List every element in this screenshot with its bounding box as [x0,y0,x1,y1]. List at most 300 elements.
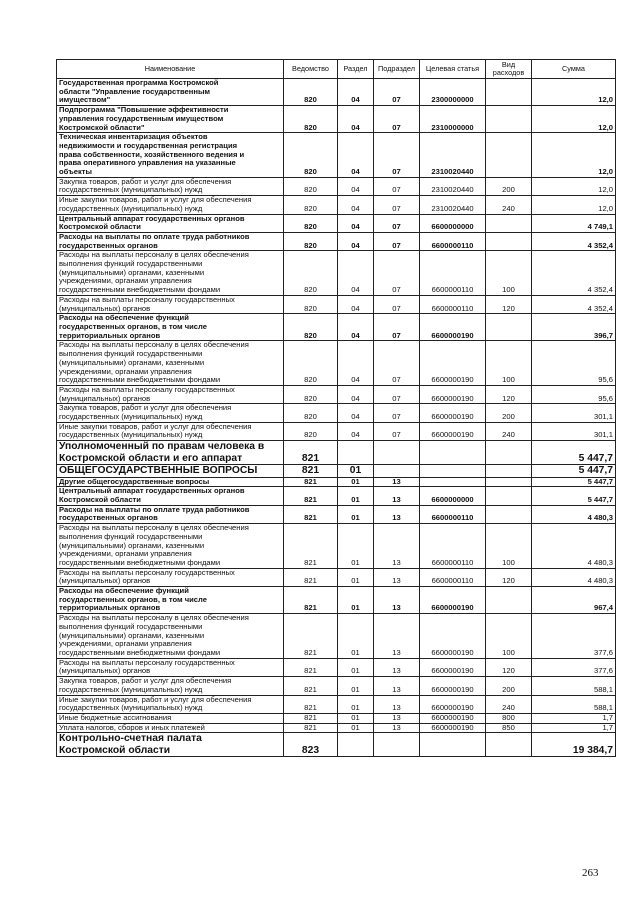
table-row [57,214,616,232]
cell-target: 6600000110 [420,568,486,586]
cell-kind: 100 [486,251,532,296]
cell-sum: 19 384,7 [532,733,616,757]
cell-name-line: выполнения функций государственными [59,531,203,541]
cell-target: 6600000110 [420,524,486,569]
cell-name-line: учреждениями, органами управления [59,639,192,649]
cell-section: 04 [338,214,374,232]
cell-sum: 12,0 [532,133,616,178]
cell-section: 01 [338,505,374,523]
cell-kind: 200 [486,404,532,422]
cell-name-line: государственных (муниципальных) нужд [59,430,203,440]
cell-target: 6600000110 [420,232,486,250]
header-row [57,60,616,79]
cell-sum: 377,6 [532,614,616,659]
cell-dept: 821 [284,614,338,659]
cell-section: 04 [338,404,374,422]
cell-section: 01 [338,695,374,713]
cell-name [57,133,284,178]
cell-name [57,568,284,586]
cell-subsection: 07 [374,385,420,403]
cell-name [57,614,284,659]
cell-sum: 301,1 [532,422,616,440]
cell-name-line: государственных (муниципальных) нужд [59,684,203,694]
cell-section: 01 [338,587,374,614]
cell-target: 6600000190 [420,587,486,614]
cell-section [338,733,374,757]
cell-sum: 377,6 [532,658,616,676]
cell-name-line: Расходы на выплаты персоналу в целях обеспечения [59,340,249,350]
table-row [57,404,616,422]
cell-name-line: Центральный аппарат государственных органов [59,486,245,496]
cell-kind [486,505,532,523]
cell-name [57,723,284,733]
cell-kind [486,587,532,614]
cell-name-line: Расходы на выплаты по оплате труда работников [59,232,250,241]
cell-name-line: государственными внебюджетными фондами [59,285,221,295]
cell-section: 01 [338,723,374,733]
cell-name-line: Костромской области" [59,122,145,132]
cell-kind: 100 [486,614,532,659]
cell-subsection: 13 [374,713,420,723]
cell-dept: 823 [284,733,338,757]
cell-name [57,487,284,505]
cell-subsection: 07 [374,404,420,422]
cell-target [420,477,486,487]
cell-subsection: 07 [374,106,420,133]
cell-name-line: Расходы на выплаты персоналу в целях обеспечения [59,250,249,260]
cell-name-line: государственных органов, в том числе [59,594,207,604]
cell-kind: 240 [486,695,532,713]
cell-section: 01 [338,477,374,487]
cell-section: 04 [338,196,374,214]
cell-name-line: Закупка товаров, работ и услуг для обеспечения [59,676,232,686]
cell-name [57,658,284,676]
cell-kind: 120 [486,658,532,676]
cell-sum: 4 352,4 [532,295,616,313]
cell-kind [486,487,532,505]
cell-name-line: территориальных органов [59,330,161,340]
cell-kind [486,441,532,465]
cell-target: 6600000110 [420,251,486,296]
cell-dept: 820 [284,385,338,403]
table-row [57,422,616,440]
cell-name [57,341,284,386]
cell-name-line: (муниципальных) органов [59,576,151,586]
cell-dept: 821 [284,505,338,523]
cell-subsection: 13 [374,658,420,676]
cell-target: 6600000000 [420,487,486,505]
cell-name [57,196,284,214]
cell-target: 2300000000 [420,79,486,106]
cell-subsection: 13 [374,614,420,659]
cell-section: 04 [338,422,374,440]
cell-target: 6600000190 [420,314,486,341]
cell-subsection [374,441,420,465]
cell-subsection [374,465,420,478]
cell-name [57,524,284,569]
cell-name-line: учреждениями, органами управления [59,549,192,559]
cell-sum: 967,4 [532,587,616,614]
cell-kind [486,232,532,250]
table-row [57,385,616,403]
cell-name [57,505,284,523]
cell-name [57,314,284,341]
table-row [57,695,616,713]
cell-name [57,404,284,422]
cell-name-line: Государственная программа Костромской [59,78,219,87]
cell-dept: 820 [284,214,338,232]
cell-name-line: государственных (муниципальных) нужд [59,703,203,713]
cell-section [338,441,374,465]
cell-name-line: Костромской области и его аппарат [59,452,243,464]
cell-dept: 821 [284,487,338,505]
cell-target: 6600000110 [420,505,486,523]
cell-section: 01 [338,713,374,723]
cell-name-line: Костромской области [59,222,141,232]
cell-dept: 820 [284,196,338,214]
cell-dept: 821 [284,441,338,465]
table-row [57,477,616,487]
cell-name-line: государственными внебюджетными фондами [59,647,221,657]
cell-sum: 4 352,4 [532,251,616,296]
cell-name-line: (муниципальными) органами, казенными [59,267,205,277]
cell-subsection: 07 [374,196,420,214]
cell-subsection: 07 [374,341,420,386]
cell-dept: 820 [284,106,338,133]
cell-dept: 820 [284,251,338,296]
cell-target: 6600000190 [420,677,486,695]
cell-subsection: 07 [374,251,420,296]
table-row [57,614,616,659]
cell-dept: 820 [284,133,338,178]
budget-table [56,59,616,757]
cell-dept: 821 [284,477,338,487]
table-row [57,196,616,214]
cell-name-line: Подпрограмма "Повышение эффективности [59,105,229,115]
cell-sum: 5 447,7 [532,477,616,487]
table-row [57,314,616,341]
cell-name-line: выполнения функций государственными [59,349,203,359]
table-row [57,524,616,569]
cell-section: 04 [338,133,374,178]
header-target: Целевая статья [420,60,486,79]
cell-section: 04 [338,295,374,313]
cell-section: 01 [338,677,374,695]
cell-kind [486,733,532,757]
cell-sum: 1,7 [532,723,616,733]
table-row [57,568,616,586]
cell-kind [486,465,532,478]
cell-target: 6600000190 [420,658,486,676]
table-row [57,733,616,757]
cell-kind [486,106,532,133]
cell-name [57,214,284,232]
cell-subsection: 13 [374,477,420,487]
cell-subsection: 07 [374,422,420,440]
cell-dept: 820 [284,314,338,341]
table-row [57,79,616,106]
cell-kind: 120 [486,568,532,586]
cell-section: 04 [338,79,374,106]
cell-name-line: имуществом" [59,95,111,105]
cell-name-line: государственных (муниципальных) нужд [59,185,203,195]
cell-target: 2310020440 [420,133,486,178]
cell-sum: 1,7 [532,713,616,723]
cell-name-line: государственными внебюджетными фондами [59,375,221,385]
cell-name [57,733,284,757]
cell-dept: 820 [284,232,338,250]
cell-name [57,177,284,195]
cell-name [57,477,284,487]
cell-kind [486,133,532,178]
cell-sum: 396,7 [532,314,616,341]
cell-name-line: государственных органов [59,240,158,250]
cell-kind: 100 [486,341,532,386]
cell-kind: 120 [486,295,532,313]
cell-name [57,385,284,403]
cell-name [57,295,284,313]
cell-name [57,251,284,296]
header-section: Раздел [338,60,374,79]
cell-kind: 240 [486,196,532,214]
cell-target: 2310020440 [420,177,486,195]
cell-name-line: Расходы на выплаты персоналу государственных [59,658,235,667]
cell-name [57,232,284,250]
cell-subsection: 07 [374,295,420,313]
table-row [57,487,616,505]
cell-subsection: 13 [374,505,420,523]
table-row [57,232,616,250]
cell-name-line: территориальных органов [59,603,161,613]
cell-name-line: Техническая инвентаризация объектов [59,132,208,142]
cell-name [57,422,284,440]
cell-name [57,587,284,614]
cell-name-line: (муниципальных) органов [59,303,151,313]
cell-name-line: права оперативного управления на указанные [59,158,236,168]
cell-name [57,441,284,465]
cell-sum: 5 447,7 [532,487,616,505]
cell-target: 6600000190 [420,723,486,733]
cell-subsection: 13 [374,487,420,505]
cell-name-line: ОБЩЕГОСУДАРСТВЕННЫЕ ВОПРОСЫ [59,465,258,477]
cell-kind: 800 [486,713,532,723]
cell-subsection: 13 [374,695,420,713]
cell-subsection: 13 [374,568,420,586]
cell-subsection: 13 [374,677,420,695]
cell-sum: 12,0 [532,177,616,195]
cell-subsection: 07 [374,214,420,232]
header-dept: Ведомство [284,60,338,79]
cell-name-line: (муниципальными) органами, казенными [59,357,205,367]
cell-section: 04 [338,251,374,296]
cell-dept: 820 [284,341,338,386]
cell-subsection: 13 [374,524,420,569]
table-row [57,677,616,695]
cell-name-line: Другие общегосударственные вопросы [59,477,210,486]
page-number: 263 [582,867,599,879]
cell-dept: 820 [284,79,338,106]
cell-target: 2310000000 [420,106,486,133]
cell-name-line: Иные бюджетные ассигнования [59,713,172,722]
cell-section: 04 [338,177,374,195]
cell-subsection: 13 [374,587,420,614]
cell-sum: 4 480,3 [532,524,616,569]
table-row [57,465,616,478]
cell-name [57,79,284,106]
cell-name-line: области "Управление государственным [59,86,211,96]
cell-dept: 821 [284,723,338,733]
cell-name [57,106,284,133]
cell-section: 04 [338,232,374,250]
cell-name-line: Костромской области [59,495,141,505]
table-row [57,505,616,523]
cell-dept: 821 [284,524,338,569]
cell-name [57,695,284,713]
cell-target [420,465,486,478]
cell-target: 6600000190 [420,614,486,659]
cell-name-line: государственными внебюджетными фондами [59,557,221,567]
cell-name-line: государственных органов, в том числе [59,321,207,331]
cell-name-line: Расходы на выплаты по оплате труда работников [59,505,250,514]
cell-section: 04 [338,314,374,341]
cell-sum: 5 447,7 [532,441,616,465]
cell-name-line: Расходы на выплаты персоналу государственных [59,385,235,394]
cell-kind [486,477,532,487]
cell-sum: 4 480,3 [532,568,616,586]
cell-target: 6600000190 [420,385,486,403]
cell-name-line: государственных органов [59,513,158,523]
table-row [57,723,616,733]
cell-kind: 850 [486,723,532,733]
cell-name-line: права собственности, хозяйственного ведения и [59,149,245,159]
table-row [57,177,616,195]
header-subsection: Подраздел [374,60,420,79]
table-body [57,79,616,757]
cell-dept: 821 [284,465,338,478]
table-row [57,341,616,386]
cell-kind [486,314,532,341]
table-row [57,295,616,313]
cell-dept: 821 [284,658,338,676]
cell-name-line: Иные закупки товаров, работ и услуг для обеспечения [59,195,252,205]
table-row [57,713,616,723]
cell-sum: 4 352,4 [532,232,616,250]
cell-kind [486,79,532,106]
cell-sum: 588,1 [532,695,616,713]
cell-dept: 821 [284,568,338,586]
cell-subsection: 07 [374,314,420,341]
cell-sum: 95,6 [532,385,616,403]
cell-name-line: (муниципальных) органов [59,666,151,676]
cell-section: 04 [338,106,374,133]
cell-target: 2310020440 [420,196,486,214]
cell-dept: 821 [284,695,338,713]
cell-section: 01 [338,487,374,505]
table-row [57,251,616,296]
cell-dept: 820 [284,177,338,195]
cell-subsection: 13 [374,723,420,733]
cell-name-line: Расходы на выплаты персоналу в целях обеспечения [59,523,249,533]
cell-name [57,713,284,723]
cell-sum: 4 749,1 [532,214,616,232]
cell-subsection: 07 [374,232,420,250]
table-row [57,133,616,178]
cell-name-line: Расходы на обеспечение функций [59,313,189,323]
cell-name-line: государственных (муниципальных) нужд [59,412,203,422]
cell-name-line: выполнения функций государственными [59,621,203,631]
cell-kind: 240 [486,422,532,440]
cell-section: 01 [338,568,374,586]
header-kind: Вид расходов [486,60,532,79]
cell-name-line: Расходы на выплаты персоналу государственных [59,568,235,577]
cell-name-line: государственных (муниципальных) нужд [59,203,203,213]
cell-name [57,677,284,695]
cell-name-line: Уполномоченный по правам человека в [59,441,265,453]
cell-name-line: (муниципальных) органов [59,393,151,403]
cell-subsection: 07 [374,133,420,178]
cell-target: 6600000190 [420,404,486,422]
cell-subsection: 07 [374,79,420,106]
cell-dept: 821 [284,587,338,614]
cell-name-line: Расходы на выплаты персоналу государственных [59,295,235,304]
cell-kind: 120 [486,385,532,403]
cell-name-line: Центральный аппарат государственных органов [59,214,245,223]
cell-name-line: выполнения функций государственными [59,259,203,269]
cell-target [420,441,486,465]
cell-kind: 100 [486,524,532,569]
cell-name-line: Расходы на обеспечение функций [59,586,189,596]
header-name: Наименование [57,60,284,79]
cell-target: 6600000190 [420,422,486,440]
cell-sum: 12,0 [532,79,616,106]
cell-name-line: Закупка товаров, работ и услуг для обеспечения [59,177,232,186]
cell-sum: 12,0 [532,106,616,133]
cell-name-line: (муниципальными) органами, казенными [59,540,205,550]
cell-sum: 12,0 [532,196,616,214]
cell-name-line: Закупка товаров, работ и услуг для обеспечения [59,403,232,413]
cell-section: 01 [338,465,374,478]
cell-target [420,733,486,757]
cell-name-line: учреждениями, органами управления [59,366,192,376]
cell-kind [486,214,532,232]
table-row [57,106,616,133]
cell-target: 6600000000 [420,214,486,232]
cell-dept: 820 [284,422,338,440]
cell-sum: 588,1 [532,677,616,695]
cell-name-line: объекты [59,167,92,177]
table-row [57,441,616,465]
table-row [57,587,616,614]
cell-sum: 95,6 [532,341,616,386]
cell-subsection [374,733,420,757]
table-row [57,658,616,676]
cell-dept: 821 [284,677,338,695]
cell-name-line: управления государственным имуществом [59,113,224,123]
cell-sum: 301,1 [532,404,616,422]
cell-dept: 821 [284,713,338,723]
cell-kind: 200 [486,177,532,195]
cell-target: 6600000190 [420,695,486,713]
cell-name-line: Уплата налогов, сборов и иных платежей [59,723,205,732]
cell-section: 04 [338,385,374,403]
cell-name-line: Расходы на выплаты персоналу в целях обеспечения [59,613,249,623]
cell-sum: 5 447,7 [532,465,616,478]
header-sum: Сумма [532,60,616,79]
cell-target: 6600000190 [420,713,486,723]
cell-name-line: Иные закупки товаров, работ и услуг для обеспечения [59,695,252,704]
cell-dept: 820 [284,404,338,422]
cell-name-line: недвижимости и государственная регистрация [59,140,238,150]
